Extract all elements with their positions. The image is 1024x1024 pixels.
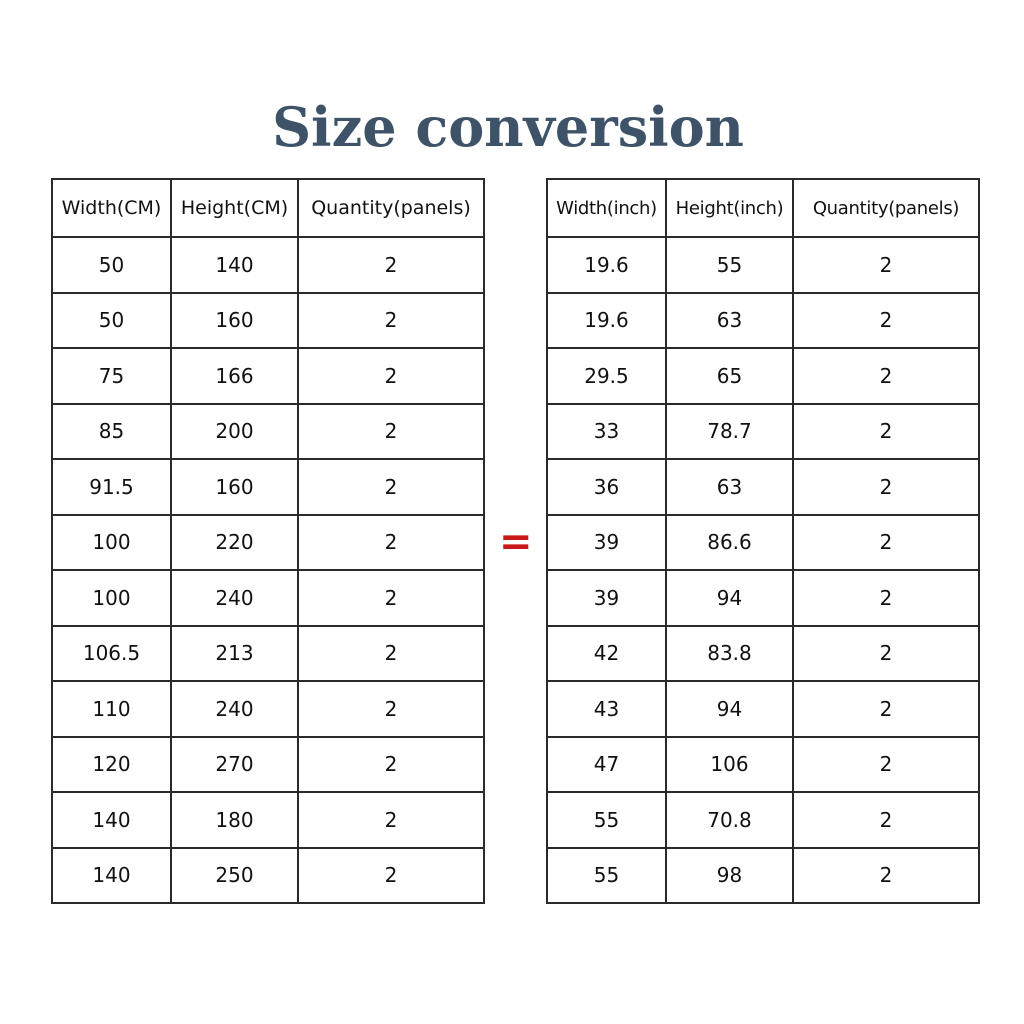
table-row [52, 237, 484, 293]
quantity-cell: 2 [298, 681, 484, 737]
quantity-cell: 2 [793, 404, 979, 460]
table-row [547, 792, 979, 848]
width-cm-cell: 50 [52, 293, 171, 349]
header-quantity: Quantity(panels) [793, 179, 979, 237]
width-inch-cell: 43 [547, 681, 666, 737]
quantity-cell: 2 [793, 848, 979, 904]
height-inch-cell: 94 [666, 681, 793, 737]
height-cm-cell: 166 [171, 348, 298, 404]
header-width-inch: Width(inch) [547, 179, 666, 237]
quantity-cell: 2 [793, 626, 979, 682]
width-inch-cell: 39 [547, 570, 666, 626]
equals-sign: = [499, 519, 533, 565]
table-row [52, 348, 484, 404]
width-cm-cell: 100 [52, 570, 171, 626]
height-cm-cell: 220 [171, 515, 298, 571]
quantity-cell: 2 [793, 515, 979, 571]
header-height-cm: Height(CM) [171, 179, 298, 237]
header-height-inch: Height(inch) [666, 179, 793, 237]
table-row [547, 681, 979, 737]
height-cm-cell: 180 [171, 792, 298, 848]
table-row [52, 681, 484, 737]
table-row [547, 293, 979, 349]
quantity-cell: 2 [298, 626, 484, 682]
height-cm-cell: 240 [171, 681, 298, 737]
width-inch-cell: 29.5 [547, 348, 666, 404]
height-inch-cell: 55 [666, 237, 793, 293]
height-inch-cell: 94 [666, 570, 793, 626]
width-inch-cell: 19.6 [547, 237, 666, 293]
quantity-cell: 2 [298, 570, 484, 626]
table-row [52, 293, 484, 349]
height-cm-cell: 200 [171, 404, 298, 460]
quantity-cell: 2 [793, 681, 979, 737]
quantity-cell: 2 [793, 348, 979, 404]
table-row [52, 515, 484, 571]
quantity-cell: 2 [793, 293, 979, 349]
height-cm-cell: 160 [171, 459, 298, 515]
table-row [547, 515, 979, 571]
inch-size-table [546, 178, 980, 904]
height-inch-cell: 63 [666, 293, 793, 349]
width-inch-cell: 55 [547, 848, 666, 904]
header-width-cm: Width(CM) [52, 179, 171, 237]
table-row [547, 626, 979, 682]
quantity-cell: 2 [793, 570, 979, 626]
height-cm-cell: 240 [171, 570, 298, 626]
quantity-cell: 2 [298, 404, 484, 460]
table-row [52, 570, 484, 626]
table-row [547, 737, 979, 793]
table-row [52, 404, 484, 460]
width-cm-cell: 50 [52, 237, 171, 293]
table-header-row [52, 179, 484, 237]
width-cm-cell: 140 [52, 848, 171, 904]
height-inch-cell: 70.8 [666, 792, 793, 848]
width-inch-cell: 47 [547, 737, 666, 793]
quantity-cell: 2 [298, 237, 484, 293]
table-row [547, 348, 979, 404]
height-cm-cell: 140 [171, 237, 298, 293]
table-row [547, 459, 979, 515]
height-cm-cell: 160 [171, 293, 298, 349]
cm-size-table [51, 178, 485, 904]
quantity-cell: 2 [298, 792, 484, 848]
table-row [52, 626, 484, 682]
width-cm-cell: 85 [52, 404, 171, 460]
table-row [52, 459, 484, 515]
quantity-cell: 2 [298, 848, 484, 904]
width-cm-cell: 140 [52, 792, 171, 848]
quantity-cell: 2 [793, 237, 979, 293]
width-inch-cell: 36 [547, 459, 666, 515]
width-inch-cell: 42 [547, 626, 666, 682]
width-cm-cell: 110 [52, 681, 171, 737]
width-cm-cell: 100 [52, 515, 171, 571]
height-cm-cell: 250 [171, 848, 298, 904]
quantity-cell: 2 [793, 459, 979, 515]
quantity-cell: 2 [793, 737, 979, 793]
table-row [547, 237, 979, 293]
table-row [547, 570, 979, 626]
quantity-cell: 2 [793, 792, 979, 848]
table-header-row [547, 179, 979, 237]
height-inch-cell: 65 [666, 348, 793, 404]
height-inch-cell: 106 [666, 737, 793, 793]
width-cm-cell: 120 [52, 737, 171, 793]
page-title: Size conversion [272, 95, 744, 159]
width-cm-cell: 91.5 [52, 459, 171, 515]
width-inch-cell: 33 [547, 404, 666, 460]
width-inch-cell: 39 [547, 515, 666, 571]
width-cm-cell: 75 [52, 348, 171, 404]
quantity-cell: 2 [298, 515, 484, 571]
height-inch-cell: 63 [666, 459, 793, 515]
width-inch-cell: 19.6 [547, 293, 666, 349]
height-inch-cell: 83.8 [666, 626, 793, 682]
quantity-cell: 2 [298, 293, 484, 349]
height-inch-cell: 86.6 [666, 515, 793, 571]
width-cm-cell: 106.5 [52, 626, 171, 682]
quantity-cell: 2 [298, 737, 484, 793]
height-cm-cell: 270 [171, 737, 298, 793]
table-row [52, 737, 484, 793]
table-row [547, 848, 979, 904]
header-quantity: Quantity(panels) [298, 179, 484, 237]
table-row [52, 792, 484, 848]
quantity-cell: 2 [298, 348, 484, 404]
height-cm-cell: 213 [171, 626, 298, 682]
quantity-cell: 2 [298, 459, 484, 515]
width-inch-cell: 55 [547, 792, 666, 848]
table-row [547, 404, 979, 460]
table-row [52, 848, 484, 904]
height-inch-cell: 98 [666, 848, 793, 904]
height-inch-cell: 78.7 [666, 404, 793, 460]
